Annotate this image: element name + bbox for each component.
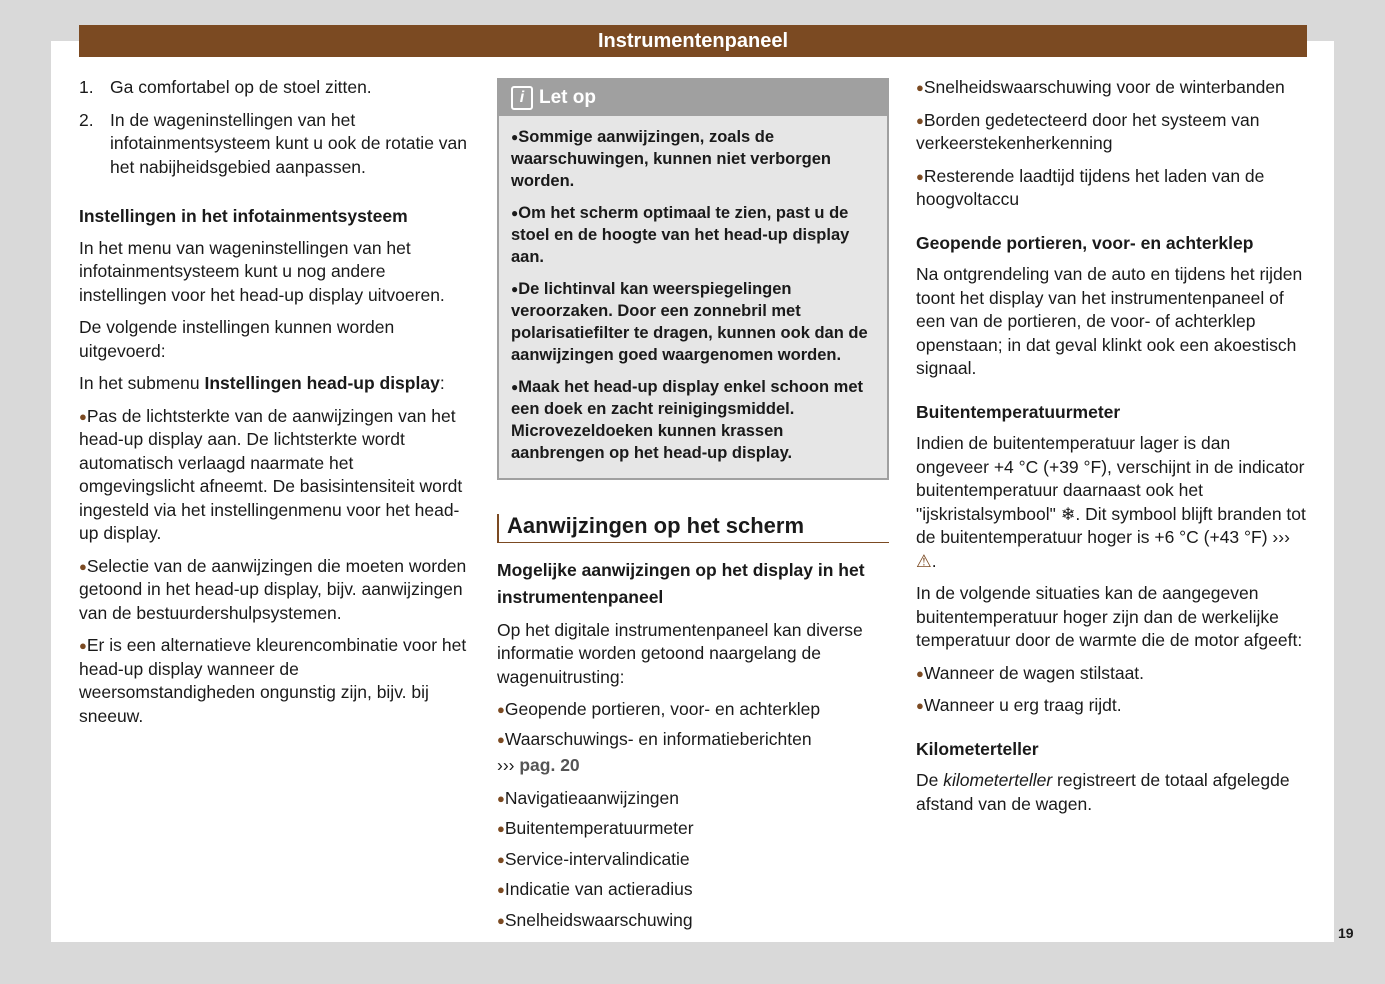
paragraph: De volgende instellingen kunnen worden uitgevoerd: [79, 317, 395, 361]
step-text: In de wageninstellingen van het infotainmentsysteem kunt u ook de rotatie van het nabijheidsgebied aanpassen. [110, 109, 468, 177]
text: . Dit symbool blijft branden tot de buitentemperatuur hoger is +6 °C (+43 °F) [916, 503, 1306, 547]
section-title: Aanwijzingen op het scherm [497, 514, 889, 543]
bullet-item: ● Waarschuwings- en informatieberichten [497, 728, 889, 752]
bullet-item: ● Snelheidswaarschuwing voor de winterbanden [916, 76, 1308, 100]
paragraph [916, 432, 1308, 573]
bullet-item: ● Resterende laadtijd tijdens het laden van de hoogvoltaccu [916, 165, 1308, 212]
column-1 [79, 76, 469, 737]
bullet-item: ● Wanneer de wagen stilstaat. [916, 662, 1308, 686]
step-item [79, 76, 469, 100]
bullet-item: ● Buitentemperatuurmeter [497, 817, 889, 841]
bullet-item: ● Pas de lichtsterkte van de aanwijzingen van het head-up display aan. De lichtsterkte wordt automatisch verlaagd naarmate het omgevingslicht afneemt. De basisintensiteit wordt ingesteld via het instellingenmenu voor het head-up display. [79, 405, 469, 546]
note-item: ● Sommige aanwijzingen, zoals de waarschuwingen, kunnen niet verborgen worden. [511, 126, 875, 192]
heading: Buitentemperatuurmeter [916, 401, 1121, 422]
text: : [439, 373, 445, 393]
text: In het submenu [79, 373, 205, 393]
page-link[interactable]: pag. 20 [519, 755, 580, 775]
step-item [79, 109, 469, 180]
text: De [916, 770, 944, 790]
paragraph: Op het digitale instrumentenpaneel kan diverse informatie worden getoond naargelang de wagenuitrusting: [497, 619, 863, 687]
column-2 [497, 76, 889, 941]
info-icon: i [511, 86, 533, 110]
text: . [931, 550, 937, 571]
bullet-item: ● Borden gedetecteerd door het systeem van verkeerstekenherkenning [916, 109, 1308, 156]
bullet-item: ● Wanneer u erg traag rijdt. [916, 694, 1308, 718]
menu-name: Instellingen head-up display [204, 373, 440, 393]
paragraph [79, 372, 469, 396]
step-number: 2. [79, 109, 94, 130]
note-title: Let op [539, 87, 596, 109]
bullet-item: ● Indicatie van actieradius [497, 878, 889, 902]
bullet-item: ● Selectie van de aanwijzingen die moeten worden getoond in het head-up display, bijv. aanwijzingen van de bestuurdershulpsystemen. [79, 555, 469, 626]
heading: Instellingen in het infotainmentsysteem [79, 206, 408, 226]
cross-reference[interactable] [497, 754, 889, 778]
step-number: 1. [79, 77, 94, 97]
note-box [497, 78, 889, 480]
bullet-item: ● Navigatieaanwijzingen [497, 787, 889, 811]
paragraph: Na ontgrendeling van de auto en tijdens het rijden toont het display van het instrumentenpaneel of een van de portieren, de voor- of achterklep openstaan; in dat geval klinkt ook een akoestisch signaal. [916, 264, 1303, 378]
bullet-item: ● Geopende portieren, voor- en achterklep [497, 698, 889, 722]
text: registreert de totaal afgelegde afstand van de wagen. [916, 770, 1290, 814]
paragraph [916, 769, 1308, 816]
bullet-item: ● Er is een alternatieve kleurencombinatie voor het head-up display wanneer de weersomstandigheden ongunstig zijn, bijv. bij sneeuw. [79, 634, 469, 728]
note-item: ● Maak het head-up display enkel schoon met een doek en zacht reinigingsmiddel. Microvezeldoeken kunnen krassen aanbrengen op het head-up display. [511, 376, 875, 464]
note-item: ● Om het scherm optimaal te zien, past u de stoel en de hoogte van het head-up display aan. [511, 202, 875, 268]
paragraph: In het menu van wageninstellingen van het infotainmentsysteem kunt u nog andere instellingen voor het head-up display uitvoeren. [79, 237, 445, 305]
note-item: ● De lichtinval kan weerspiegelingen veroorzaken. Door een zonnebril met polarisatiefilter te dragen, kunnen ook dan de aanwijzingen goed waargenomen worden. [511, 278, 875, 366]
warning-icon[interactable]: ⚠ [916, 550, 932, 571]
heading: Geopende portieren, voor- en achterklep [916, 232, 1254, 253]
bullet-item: ● Service-intervalindicatie [497, 848, 889, 872]
text: Indien de buitentemperatuur lager is dan ongeveer +4 °C (+39 °F), verschijnt in de indicator buitentemperatuur daarnaast ook het "ijskristalsymbool" [916, 433, 1305, 524]
page-number: 19 [1338, 925, 1354, 941]
paragraph: In de volgende situaties kan de aangegeven buitentemperatuur hoger zijn dan de werkelijke temperatuur door de warmte die de motor afgeeft: [916, 583, 1303, 650]
heading: Kilometerteller [916, 738, 1039, 759]
bullet-item: ● Snelheidswaarschuwing [497, 909, 889, 933]
arrows-icon: ››› [1272, 527, 1290, 547]
term: kilometerteller [943, 770, 1053, 790]
arrows-icon: ››› [497, 755, 515, 775]
chapter-header: Instrumentenpaneel [79, 25, 1307, 57]
heading: Mogelijke aanwijzingen op het display in het instrumentenpaneel [497, 559, 865, 607]
snowflake-icon: ❄ [1060, 503, 1076, 524]
column-3 [916, 76, 1308, 825]
step-text: Ga comfortabel op de stoel zitten. [110, 77, 372, 97]
